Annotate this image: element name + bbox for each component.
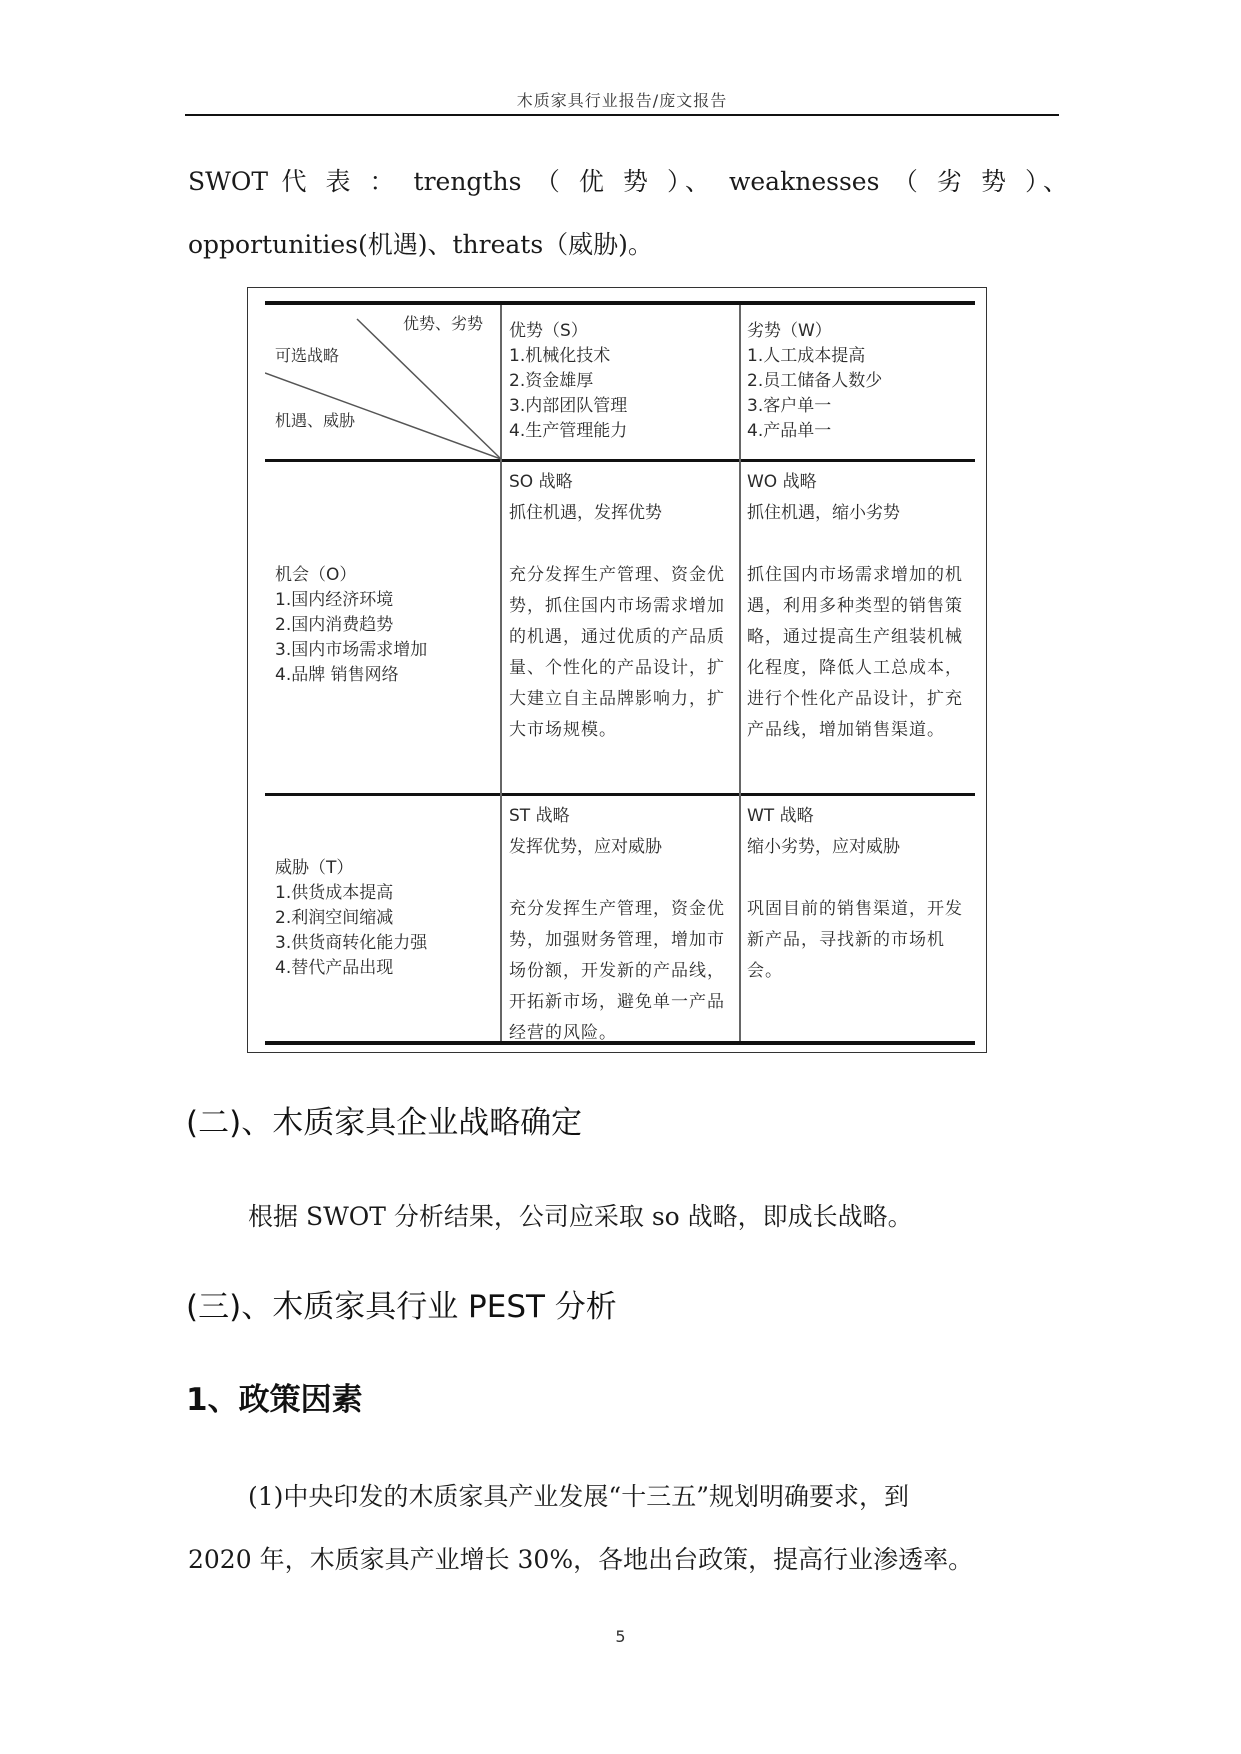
corner-label-strategies: 可选战略 (275, 346, 340, 365)
wo-strategy-title: WO 战略 (747, 472, 817, 492)
weaknesses-cell (747, 319, 975, 444)
opportunities-item: 2.国内消费趋势 (275, 615, 394, 635)
opportunities-item: 4.品牌 销售网络 (275, 665, 399, 685)
so-strategy-cell (509, 467, 734, 746)
intro-line-1: SWOT 代 表 ： trengths （ 优 势 ）、 weaknesses （ 劣 势 ）、 (188, 167, 1068, 196)
weaknesses-item: 2.员工储备人数少 (747, 371, 883, 391)
threats-item: 2.利润空间缩减 (275, 908, 394, 928)
threats-item: 4.替代产品出现 (275, 958, 394, 978)
opportunities-title: 机会（O） (275, 565, 357, 585)
intro-line-2: opportunities(机遇)、threats（威胁)。 (188, 230, 653, 259)
opportunities-item: 1.国内经济环境 (275, 590, 394, 610)
header-rule (185, 114, 1059, 116)
opportunity-row-rule (265, 793, 975, 796)
weaknesses-title: 劣势（W） (747, 321, 832, 341)
strengths-item: 2.资金雄厚 (509, 371, 594, 391)
threats-item: 1.供货成本提高 (275, 883, 394, 903)
threats-cell (275, 856, 497, 981)
strengths-item: 1.机械化技术 (509, 346, 611, 366)
strengths-title: 优势（S） (509, 321, 588, 341)
st-strategy-subtitle: 发挥优势，应对威胁 (509, 837, 662, 857)
strengths-item: 4.生产管理能力 (509, 421, 628, 441)
section-2-paragraph: 根据 SWOT 分析结果，公司应采取 so 战略，即成长战略。 (248, 1202, 913, 1231)
weaknesses-item: 1.人工成本提高 (747, 346, 866, 366)
policy-paragraph-line-1: (1)中央印发的木质家具产业发展“十三五”规划明确要求，到 (248, 1482, 909, 1511)
section-2-heading: (二)、木质家具企业战略确定 (186, 1105, 583, 1141)
wo-strategy-subtitle: 抓住机遇，缩小劣势 (747, 503, 900, 523)
policy-factors-subheading: 1、政策因素 (186, 1382, 363, 1418)
so-strategy-body: 充分发挥生产管理、资金优势，抓住国内市场需求增加的机遇，通过优质的产品质量、个性化的产品设计，扩大建立自主品牌影响力，扩大市场规模。 (509, 565, 725, 740)
threats-item: 3.供货商转化能力强 (275, 933, 428, 953)
strengths-cell (509, 319, 737, 444)
section-3-heading: (三)、木质家具行业 PEST 分析 (186, 1289, 617, 1325)
opportunities-cell (275, 563, 497, 688)
policy-paragraph-line-2: 2020 年，木质家具产业增长 30%，各地出台政策，提高行业渗透率。 (188, 1545, 974, 1574)
swot-figure (247, 287, 987, 1053)
wt-strategy-subtitle: 缩小劣势，应对威胁 (747, 837, 900, 857)
so-strategy-subtitle: 抓住机遇，发挥优势 (509, 503, 662, 523)
wt-strategy-body: 巩固目前的销售渠道，开发新产品，寻找新的市场机会。 (747, 899, 963, 981)
swot-table (265, 301, 975, 1045)
running-header: 木质家具行业报告/庞文报告 (516, 91, 728, 110)
wo-strategy-body: 抓住国内市场需求增加的机遇，利用多种类型的销售策略，通过提高生产组装机械化程度，降低人工总成本，进行个性化产品设计，扩充产品线，增加销售渠道。 (747, 565, 963, 740)
so-strategy-title: SO 战略 (509, 472, 573, 492)
page-number: 5 (615, 1627, 626, 1646)
threats-title: 威胁（T） (275, 858, 354, 878)
wo-strategy-cell (747, 467, 972, 746)
st-strategy-title: ST 战略 (509, 806, 570, 826)
weaknesses-item: 3.客户单一 (747, 396, 832, 416)
corner-label-opportunities-threats: 机遇、威胁 (275, 411, 356, 430)
wt-strategy-title: WT 战略 (747, 806, 814, 826)
wt-strategy-cell (747, 801, 972, 987)
st-strategy-body: 充分发挥生产管理，资金优势，加强财务管理，增加市场份额，开发新的产品线，开拓新市场，避免单一产品经营的风险。 (509, 899, 725, 1043)
strengths-item: 3.内部团队管理 (509, 396, 628, 416)
column-divider-2 (739, 305, 741, 1041)
st-strategy-cell (509, 801, 734, 1049)
corner-label-strengths-weaknesses: 优势、劣势 (403, 314, 484, 333)
weaknesses-item: 4.产品单一 (747, 421, 832, 441)
opportunities-item: 3.国内市场需求增加 (275, 640, 428, 660)
